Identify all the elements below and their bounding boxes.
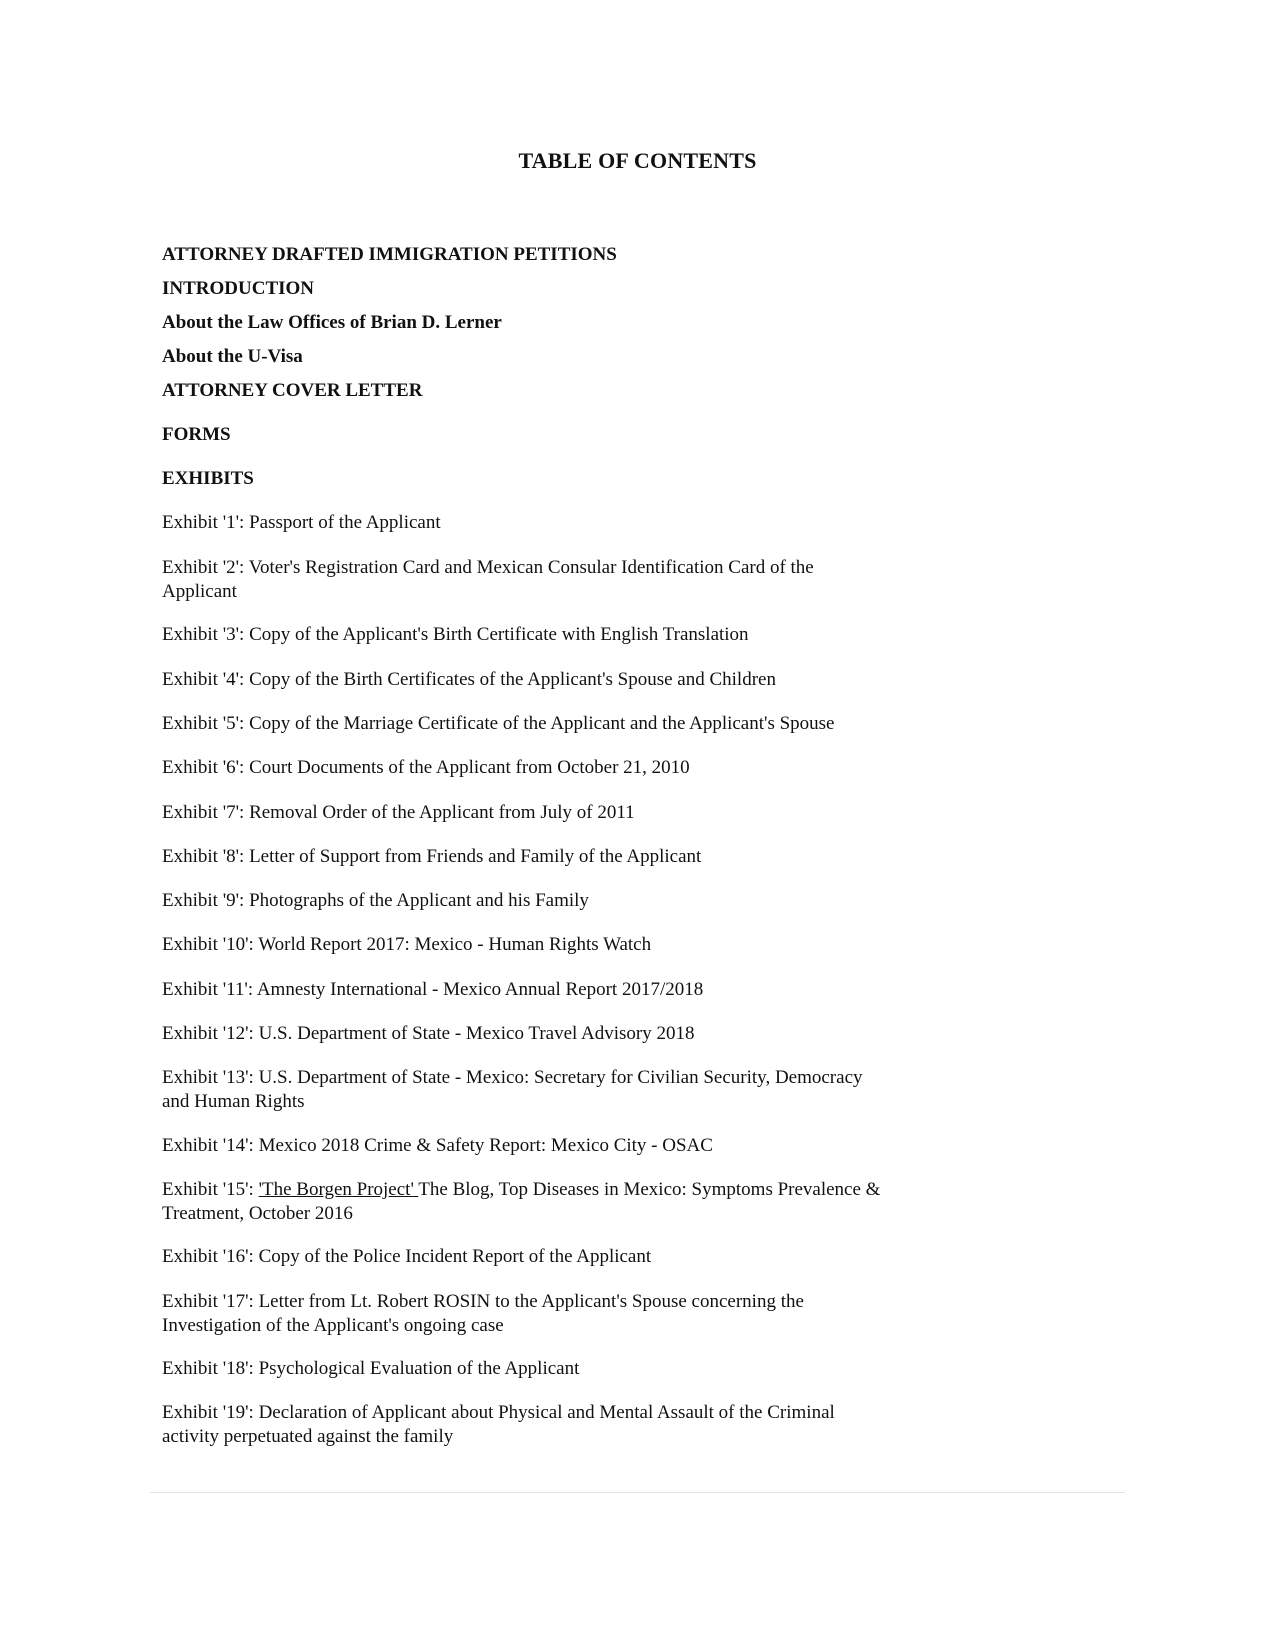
toc-exhibit-18[interactable]: Exhibit '18': Psychological Evaluation of the Applicant [162, 1358, 580, 1379]
toc-exhibit-17[interactable]: Exhibit '17': Letter from Lt. Robert ROSIN to the Applicant's Spouse concerning the Investigation of the Applicant's ongoing case [162, 1291, 804, 1336]
toc-exhibit-8[interactable]: Exhibit '8': Letter of Support from Friends and Family of the Applicant [162, 846, 702, 867]
toc-exhibit-16[interactable]: Exhibit '16': Copy of the Police Incident Report of the Applicant [162, 1246, 652, 1267]
toc-heading-forms[interactable]: FORMS [162, 424, 231, 445]
toc-exhibit-10[interactable]: Exhibit '10': World Report 2017: Mexico - Human Rights Watch [162, 934, 652, 955]
toc-heading-cover-letter[interactable]: ATTORNEY COVER LETTER [162, 380, 423, 401]
toc-exhibit-9[interactable]: Exhibit '9': Photographs of the Applicant and his Family [162, 890, 589, 911]
page-divider [150, 1492, 1125, 1493]
toc-exhibit-15-prefix: Exhibit '15': [162, 1179, 259, 1200]
toc-exhibit-4[interactable]: Exhibit '4': Copy of the Birth Certificates of the Applicant's Spouse and Children [162, 669, 776, 690]
toc-heading-about-u-visa[interactable]: About the U-Visa [162, 346, 303, 367]
toc-exhibit-1[interactable]: Exhibit '1': Passport of the Applicant [162, 512, 441, 533]
toc-heading-about-law-offices[interactable]: About the Law Offices of Brian D. Lerner [162, 312, 502, 333]
toc-exhibit-11[interactable]: Exhibit '11': Amnesty International - Mexico Annual Report 2017/2018 [162, 979, 704, 1000]
toc-exhibit-15-suffix: The Blog, Top Diseases in Mexico: Symptoms Prevalence & Treatment, October 2016 [162, 1179, 881, 1224]
toc-heading-petitions[interactable]: ATTORNEY DRAFTED IMMIGRATION PETITIONS [162, 244, 617, 265]
toc-heading-introduction[interactable]: INTRODUCTION [162, 278, 315, 299]
toc-exhibit-6[interactable]: Exhibit '6': Court Documents of the Applicant from October 21, 2010 [162, 757, 690, 778]
toc-exhibit-19[interactable]: Exhibit '19': Declaration of Applicant about Physical and Mental Assault of the Criminal activity perpetuated against the family [162, 1402, 835, 1447]
toc-exhibit-14[interactable]: Exhibit '14': Mexico 2018 Crime & Safety Report: Mexico City - OSAC [162, 1135, 713, 1156]
toc-exhibit-5[interactable]: Exhibit '5': Copy of the Marriage Certificate of the Applicant and the Applicant's Spouse [162, 713, 835, 734]
toc-exhibit-2[interactable]: Exhibit '2': Voter's Registration Card and Mexican Consular Identification Card of the Applicant [162, 557, 814, 602]
toc-exhibit-3[interactable]: Exhibit '3': Copy of the Applicant's Birth Certificate with English Translation [162, 624, 749, 645]
page-title: TABLE OF CONTENTS [518, 148, 757, 173]
toc-heading-exhibits[interactable]: EXHIBITS [162, 468, 254, 489]
toc-exhibit-13[interactable]: Exhibit '13': U.S. Department of State - Mexico: Secretary for Civilian Security, Democracy and Human Rights [162, 1067, 863, 1112]
borgen-project-link[interactable]: 'The Borgen Project' [258, 1179, 419, 1200]
toc-exhibit-12[interactable]: Exhibit '12': U.S. Department of State - Mexico Travel Advisory 2018 [162, 1023, 695, 1044]
toc-exhibit-7[interactable]: Exhibit '7': Removal Order of the Applicant from July of 2011 [162, 802, 635, 823]
toc-exhibit-15 [162, 1178, 892, 1226]
